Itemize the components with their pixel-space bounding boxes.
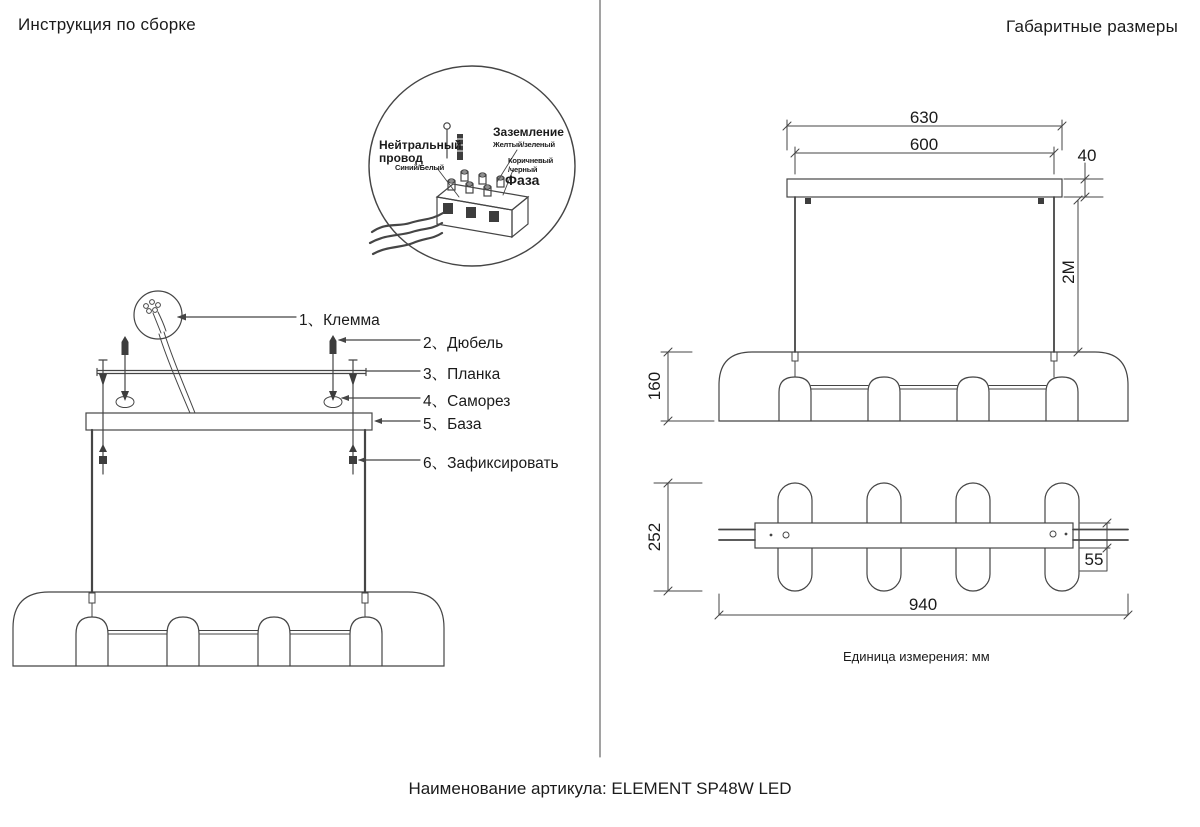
callout-dowel: 2、Дюбель <box>423 335 504 352</box>
units-note: Единица измерения: мм <box>843 649 990 664</box>
dim-160-label: 160 <box>645 371 664 401</box>
dim-940-label: 940 <box>908 595 938 614</box>
phase-label: Фаза <box>505 172 540 188</box>
dim-2m-label: 2M <box>1059 260 1078 284</box>
callout-base: 5、База <box>423 416 482 433</box>
dim-600-label: 600 <box>909 135 939 154</box>
neutral-wire-colors-label: Синий/Белый <box>395 163 445 172</box>
assembly-drawing <box>13 291 444 666</box>
dim-55-label: 55 <box>1084 550 1104 569</box>
neutral-wire-label-line2: провод <box>379 151 423 165</box>
top-view-drawing <box>654 479 1132 619</box>
left-panel-title: Инструкция по сборке <box>18 15 196 34</box>
article-name: Наименование артикула: ELEMENT SP48W LED <box>408 779 792 798</box>
ground-label: Заземление <box>493 125 564 139</box>
right-panel-title: Габаритные размеры <box>1006 17 1178 36</box>
callout-plate: 3、Планка <box>423 366 501 383</box>
dim-252-label: 252 <box>645 522 664 552</box>
phase-wire-colors-label-line2: /черный <box>508 165 538 174</box>
side-view-drawing <box>661 120 1128 425</box>
callout-screw: 4、Саморез <box>423 393 511 410</box>
callout-fix: 6、Зафиксировать <box>423 455 559 472</box>
callout-terminal: 1、Клемма <box>299 312 380 329</box>
ground-wire-colors-label: Желтый/зеленый <box>493 140 555 149</box>
phase-wire-colors-label-line1: Коричневый <box>508 156 554 165</box>
neutral-wire-label-line1: Нейтральный <box>379 138 462 152</box>
dim-40-label: 40 <box>1077 146 1097 165</box>
dim-630-label: 630 <box>909 108 939 127</box>
